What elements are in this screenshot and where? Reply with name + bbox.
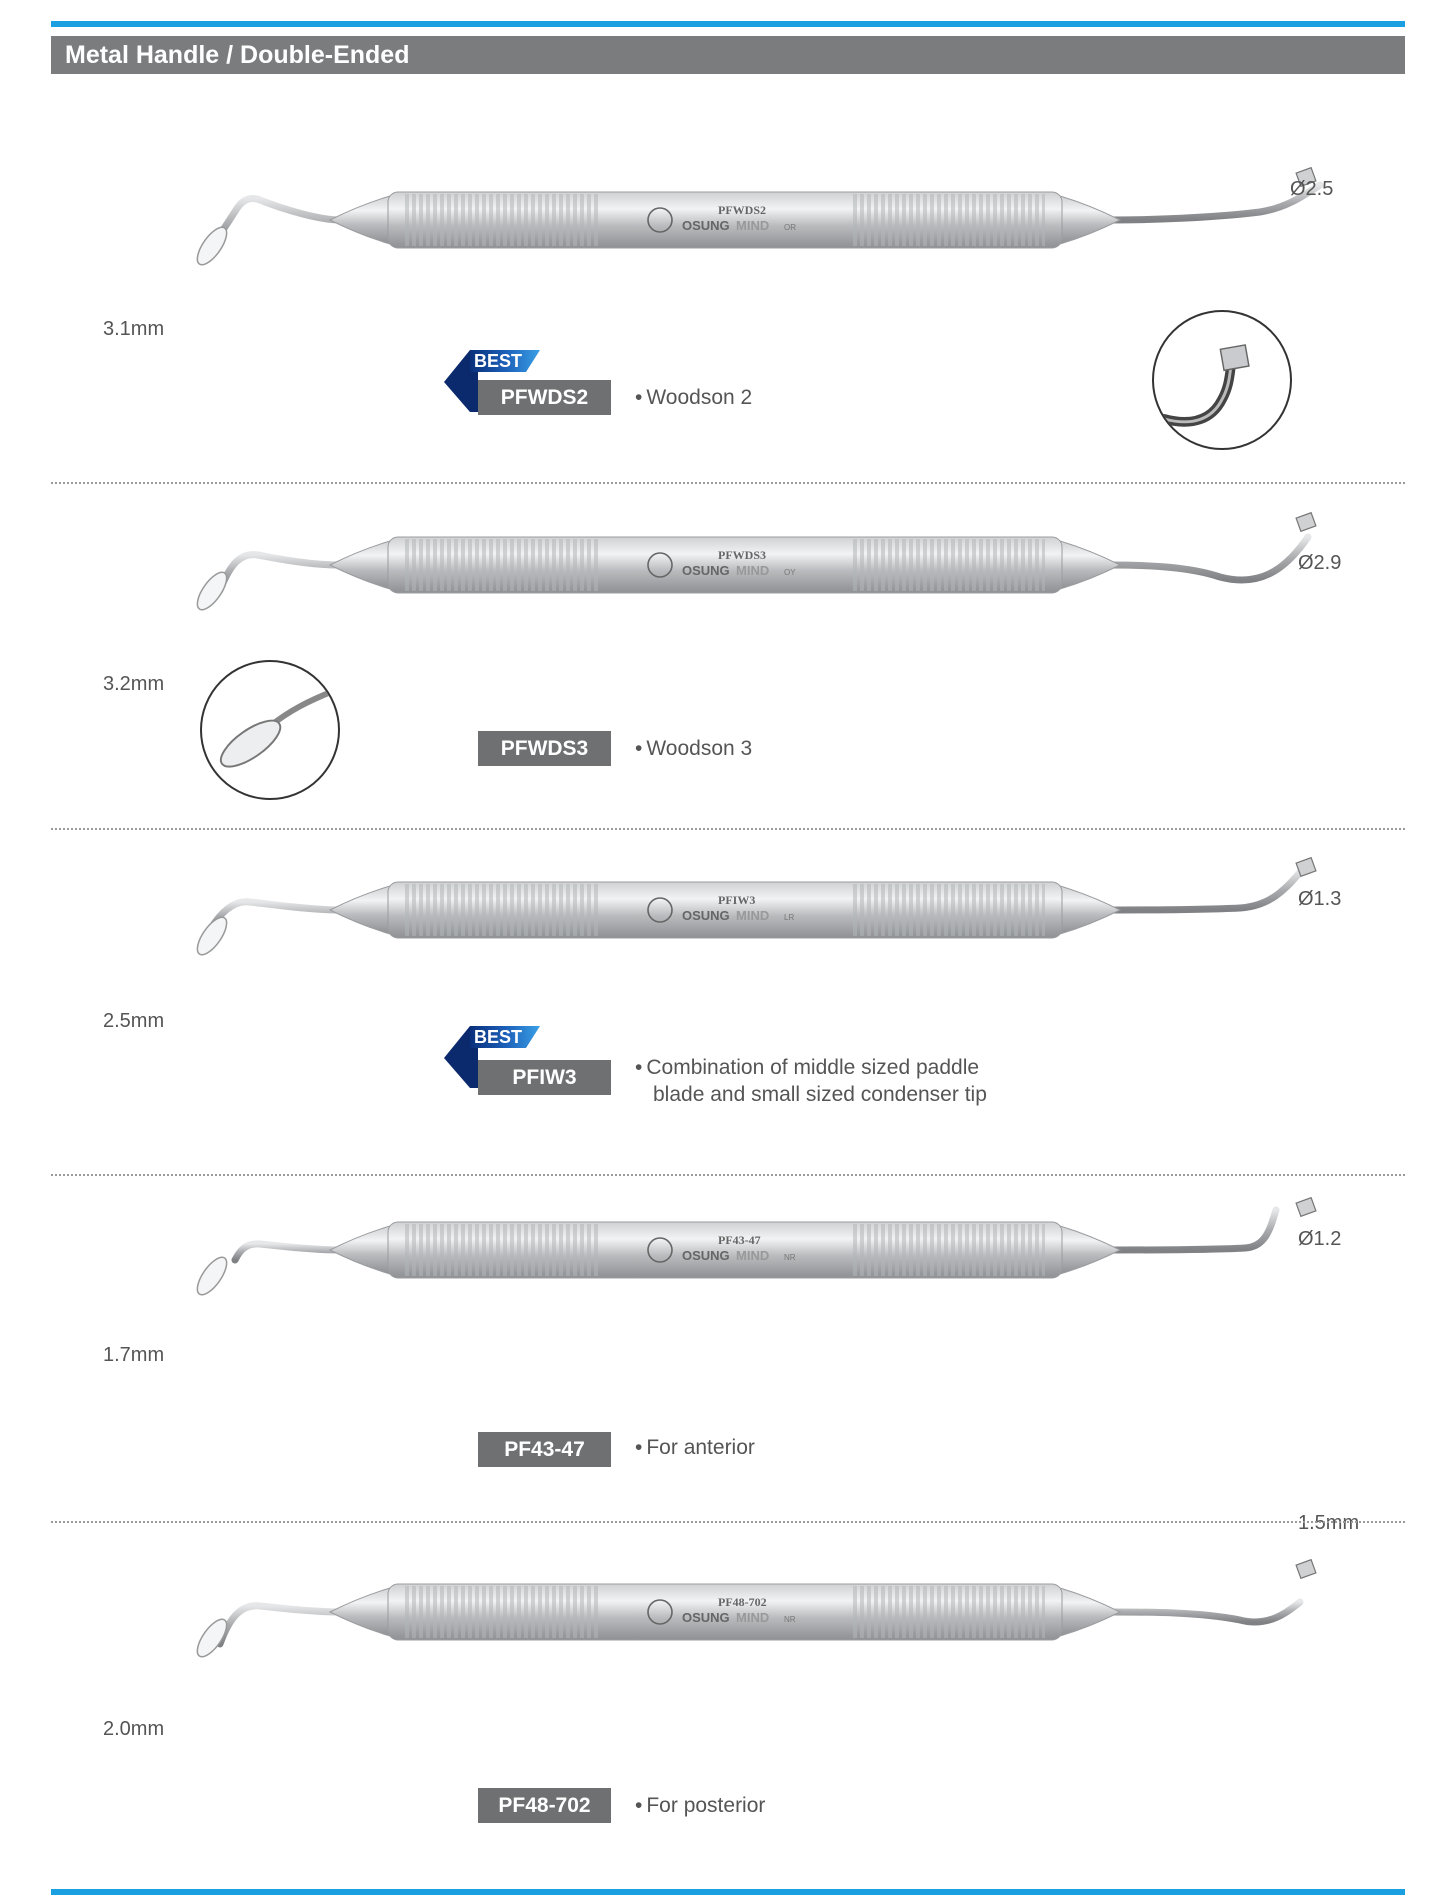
handle-brand-mind: MIND (736, 218, 770, 233)
handle-brand: OSUNG (682, 908, 730, 923)
description-line-1: For anterior (646, 1436, 755, 1459)
left-working-end (210, 198, 340, 250)
left-taper (330, 886, 390, 934)
left-taper (330, 1588, 390, 1636)
right-taper (1060, 1588, 1120, 1636)
handle-brand-mind: MIND (736, 1248, 770, 1263)
handle-suffix: LR (784, 913, 795, 922)
product-description (635, 1792, 765, 1819)
description-line-1: Woodson 2 (646, 386, 753, 409)
handle-suffix: OR (784, 223, 796, 232)
left-blade (192, 223, 232, 269)
handle-engraved-code: PF43-47 (718, 1233, 761, 1247)
left-blade (192, 913, 232, 959)
handle-brand: OSUNG (682, 1248, 730, 1263)
right-taper (1060, 541, 1120, 589)
best-badge-label: BEST (474, 351, 523, 371)
right-working-end (1110, 537, 1308, 580)
left-blade (192, 1253, 232, 1299)
handle-brand: OSUNG (682, 218, 730, 233)
bullet-icon: • (635, 386, 643, 409)
left-tip-dimension: 2.5mm (103, 1010, 165, 1032)
handle-brand: OSUNG (682, 1610, 730, 1625)
left-tip-dimension: 3.2mm (103, 673, 165, 695)
handle-grip-left (405, 1224, 600, 1276)
product-code-badge: PFWDS2 (478, 380, 611, 415)
product-code-badge: PF48-702 (478, 1788, 611, 1823)
right-tip-dimension: Ø2.5 (1290, 178, 1334, 200)
handle-grip-left (405, 1586, 600, 1638)
best-badge-label: BEST (474, 1027, 523, 1047)
bullet-icon: • (635, 1056, 643, 1079)
instrument-image (90, 140, 1380, 300)
product-description (635, 735, 752, 762)
left-blade (192, 568, 232, 614)
right-working-end (1110, 1210, 1276, 1250)
product-pf48-702 (0, 1502, 1440, 1847)
handle-suffix: NR (784, 1253, 796, 1262)
product-pfwds2 (0, 110, 1440, 455)
handle-grip-right (850, 884, 1045, 936)
handle-brand-mind: MIND (736, 563, 770, 578)
product-pf43-47 (0, 1140, 1440, 1485)
handle-suffix: NR (784, 1615, 796, 1624)
handle-grip-right (850, 1586, 1045, 1638)
handle-engraved-code: PF48-702 (718, 1595, 767, 1609)
handle-grip-left (405, 539, 600, 591)
handle-engraved-code: PFWDS3 (718, 548, 766, 562)
product-description (635, 1434, 755, 1461)
handle-grip-right (850, 539, 1045, 591)
left-taper (330, 541, 390, 589)
handle-grip-left (405, 194, 600, 246)
product-pfwds3 (0, 455, 1440, 800)
handle-engraved-code: PFWDS2 (718, 203, 766, 217)
right-tip-cap (1296, 1198, 1316, 1217)
left-working-end (220, 555, 340, 590)
left-tip-dimension: 2.0mm (103, 1718, 165, 1740)
handle-brand: OSUNG (682, 563, 730, 578)
product-description (635, 384, 752, 411)
right-tip-cap (1296, 1560, 1316, 1579)
instrument-image (90, 1170, 1380, 1330)
product-description (635, 1054, 987, 1108)
dotted-divider (51, 828, 1405, 830)
right-taper (1060, 886, 1120, 934)
description-line-1: For posterior (646, 1794, 766, 1817)
description-line-2: blade and small sized condenser tip (653, 1083, 987, 1106)
right-tip-dimension: Ø1.2 (1298, 1228, 1342, 1250)
product-code-badge: PF43-47 (478, 1432, 611, 1467)
dotted-divider (51, 1174, 1405, 1176)
instrument-image (90, 830, 1380, 990)
blade-detail-zoom (200, 660, 340, 800)
handle-suffix: OY (784, 568, 796, 577)
instrument-image (90, 1532, 1380, 1692)
bullet-icon: • (635, 1436, 643, 1459)
right-taper (1060, 196, 1120, 244)
right-working-end (1110, 870, 1302, 910)
dotted-divider (51, 482, 1405, 484)
right-taper (1060, 1226, 1120, 1274)
instrument-image (90, 485, 1380, 645)
left-tip-dimension: 1.7mm (103, 1344, 165, 1366)
tip-detail-zoom (1152, 310, 1292, 450)
right-working-end (1110, 1602, 1300, 1622)
handle-grip-right (850, 194, 1045, 246)
right-tip-dimension: Ø1.3 (1298, 888, 1342, 910)
left-taper (330, 196, 390, 244)
product-pfiw3 (0, 800, 1440, 1145)
right-tip-cap (1296, 513, 1316, 532)
dotted-divider (51, 1521, 1405, 1523)
description-line-1: Woodson 3 (646, 737, 753, 760)
handle-brand-mind: MIND (736, 908, 770, 923)
left-working-end (210, 902, 340, 930)
left-working-end (235, 1244, 340, 1260)
description-line-1: Combination of middle sized paddle (646, 1056, 980, 1079)
bottom-accent-rule (51, 1889, 1405, 1895)
bullet-icon: • (635, 1794, 643, 1817)
top-accent-rule (51, 21, 1405, 27)
handle-brand-mind: MIND (736, 1610, 770, 1625)
left-tip-dimension: 3.1mm (103, 318, 165, 340)
product-code-badge: PFWDS3 (478, 731, 611, 766)
handle-grip-right (850, 1224, 1045, 1276)
product-code-badge: PFIW3 (478, 1060, 611, 1095)
left-taper (330, 1226, 390, 1274)
right-working-end (1110, 185, 1320, 220)
section-header: Metal Handle / Double-Ended (51, 36, 1405, 74)
right-tip-dimension: 1.5mm (1298, 1512, 1360, 1534)
right-tip-dimension: Ø2.9 (1298, 552, 1342, 574)
bullet-icon: • (635, 737, 643, 760)
left-working-end (220, 1606, 340, 1644)
handle-grip-left (405, 884, 600, 936)
handle-engraved-code: PFIW3 (718, 893, 756, 907)
